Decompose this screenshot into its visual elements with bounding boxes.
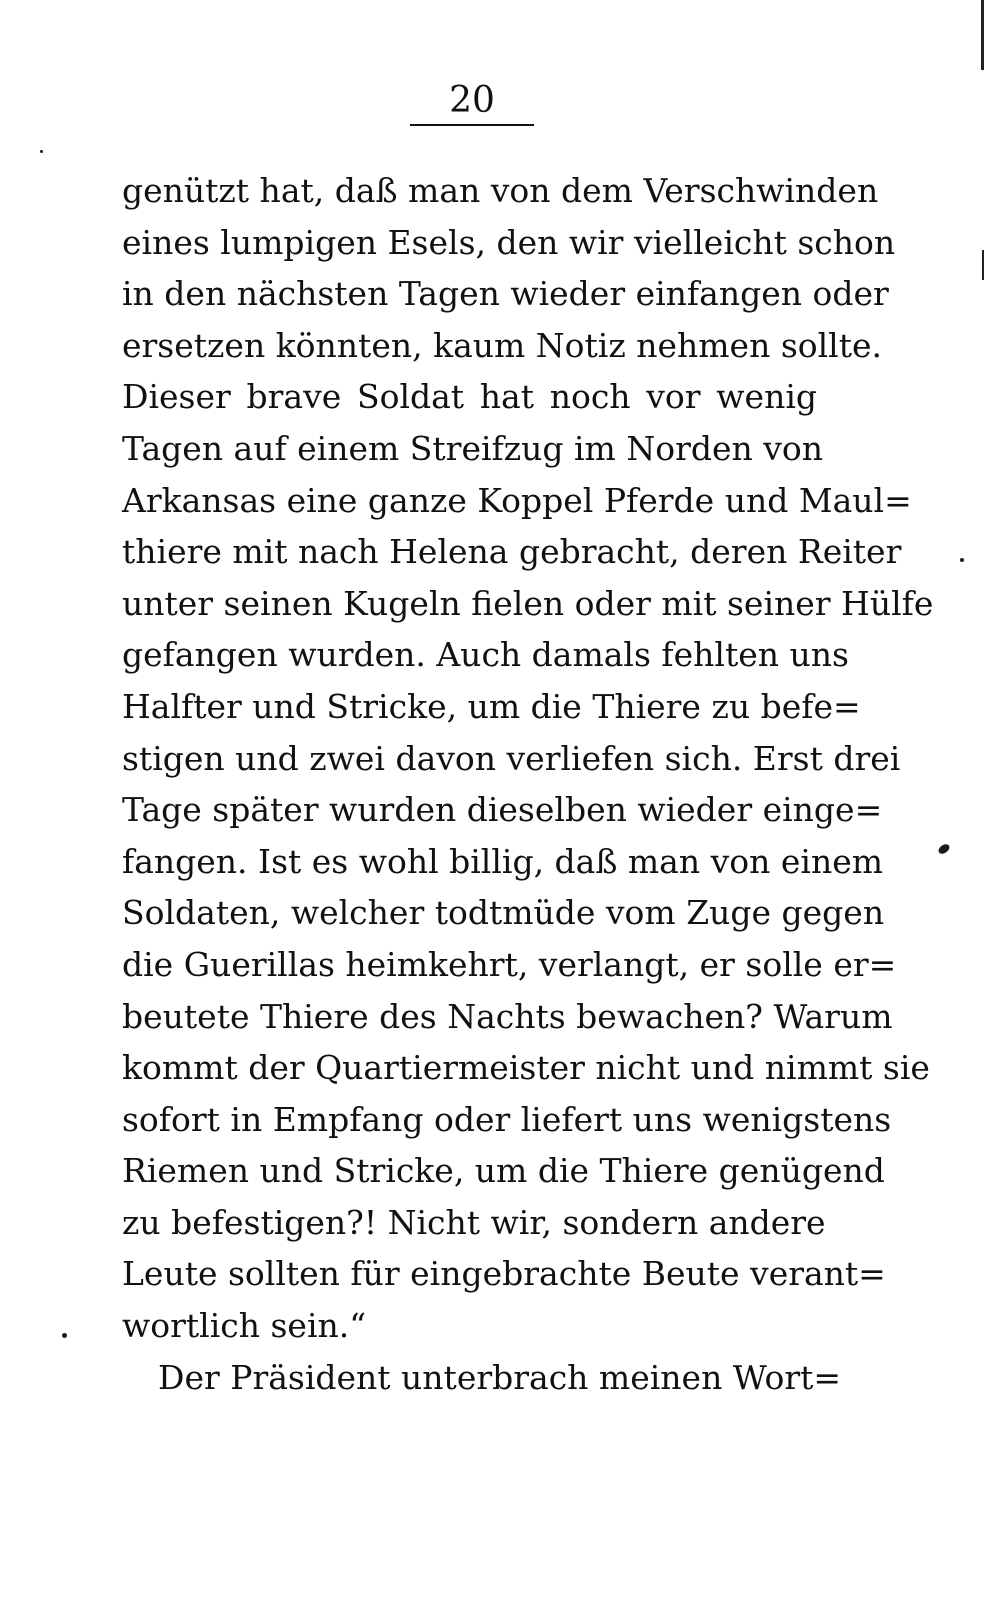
text-line: Tagen auf einem Streifzug im Norden von: [122, 428, 824, 468]
page-edge-line: [981, 0, 984, 70]
text-line: Leute sollten für eingebrachte Beute verant=: [122, 1254, 886, 1294]
text-line: kommt der Quartiermeister nicht und nimmt sie: [122, 1048, 930, 1088]
text-line: die Guerillas heimkehrt, verlangt, er solle er=: [122, 944, 897, 984]
text-line: Tage später wurden dieselben wieder einge=: [122, 790, 883, 830]
page-edge-line: [982, 250, 984, 280]
text-line: eines lumpigen Esels, den wir vielleicht schon: [122, 222, 896, 262]
text-line: Soldaten, welcher todtmüde vom Zuge gegen: [122, 893, 885, 933]
text-line: ersetzen könnten, kaum Notiz nehmen sollte.: [122, 325, 883, 365]
text-line: beutete Thiere des Nachts bewachen? Warum: [122, 996, 893, 1036]
text-line: thiere mit nach Helena gebracht, deren Reiter: [122, 532, 902, 572]
ink-speck: [960, 558, 964, 562]
text-line: zu befestigen?! Nicht wir, sondern andere: [122, 1202, 826, 1242]
text-line: genützt hat, daß man von dem Verschwinden: [122, 171, 879, 210]
text-line: Halfter und Stricke, um die Thiere zu befe=: [122, 686, 861, 726]
ink-speck: [62, 1333, 67, 1338]
text-line: in den nächsten Tagen wieder einfangen oder: [122, 274, 889, 314]
text-line: unter seinen Kugeln fielen oder mit seiner Hülfe: [122, 583, 934, 623]
text-line: gefangen wurden. Auch damals fehlten uns: [122, 635, 849, 675]
page-number: 20: [449, 80, 495, 121]
text-line: wortlich sein.“: [122, 1306, 367, 1346]
ink-speck: [937, 842, 951, 855]
text-line: stigen und zwei davon verliefen sich. Erst drei: [122, 738, 901, 778]
text-line: Arkansas eine ganze Koppel Pferde und Maul=: [122, 480, 912, 520]
text-line: Riemen und Stricke, um die Thiere genügend: [122, 1151, 885, 1191]
text-line: sofort in Empfang oder liefert uns wenigstens: [122, 1099, 892, 1139]
text-line: fangen. Ist es wohl billig, daß man von einem: [122, 841, 884, 881]
ink-speck: [40, 150, 43, 153]
text-line: Dieser brave Soldat hat noch vor wenig: [122, 377, 817, 417]
page-number-rule: [410, 124, 534, 126]
text-line: Der Präsident unterbrach meinen Wort=: [158, 1357, 842, 1397]
body-text: [122, 165, 934, 1403]
